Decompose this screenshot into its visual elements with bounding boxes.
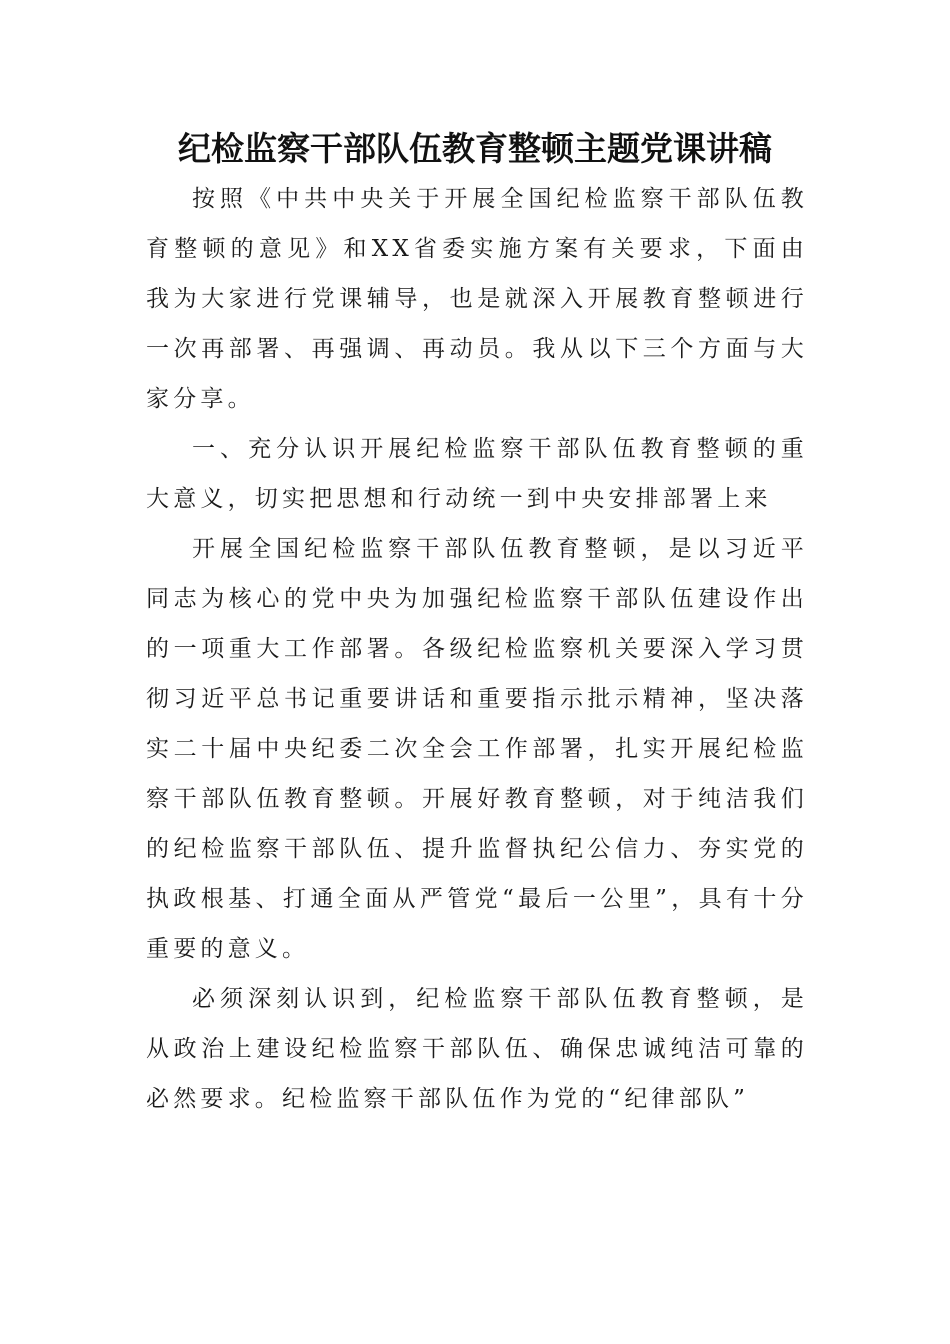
document-body (146, 174, 808, 1124)
document-title: 纪检监察干部队伍教育整顿主题党课讲稿 (178, 129, 772, 168)
paragraph-intro: 按照《中共中央关于开展全国纪检监察干部队伍教育整顿的意见》和XX省委实施方案有关要求，下面由我为大家进行党课辅导，也是就深入开展教育整顿进行一次再部署、再强调、再动员。我从以下三个方面与大家分享。 (146, 186, 808, 412)
paragraph-significance: 开展全国纪检监察干部队伍教育整顿，是以习近平同志为核心的党中央为加强纪检监察干部队伍建设作出的一项重大工作部署。各级纪检监察机关要深入学习贯彻习近平总书记重要讲话和重要指示批示精神，坚决落实二十届中央纪委二次全会工作部署，扎实开展纪检监察干部队伍教育整顿。开展好教育整顿，对于纯洁我们的纪检监察干部队伍、提升监督执纪公信力、夯实党的执政根基、打通全面从严管党“最后一公里”，具有十分重要的意义。 (146, 536, 808, 962)
paragraph-section-heading: 一、充分认识开展纪检监察干部队伍教育整顿的重大意义，切实把思想和行动统一到中央安排部署上来 (146, 436, 808, 512)
paragraph-requirement: 必须深刻认识到，纪检监察干部队伍教育整顿，是从政治上建设纪检监察干部队伍、确保忠诚纯洁可靠的必然要求。纪检监察干部队伍作为党的“纪律部队” (146, 986, 808, 1112)
